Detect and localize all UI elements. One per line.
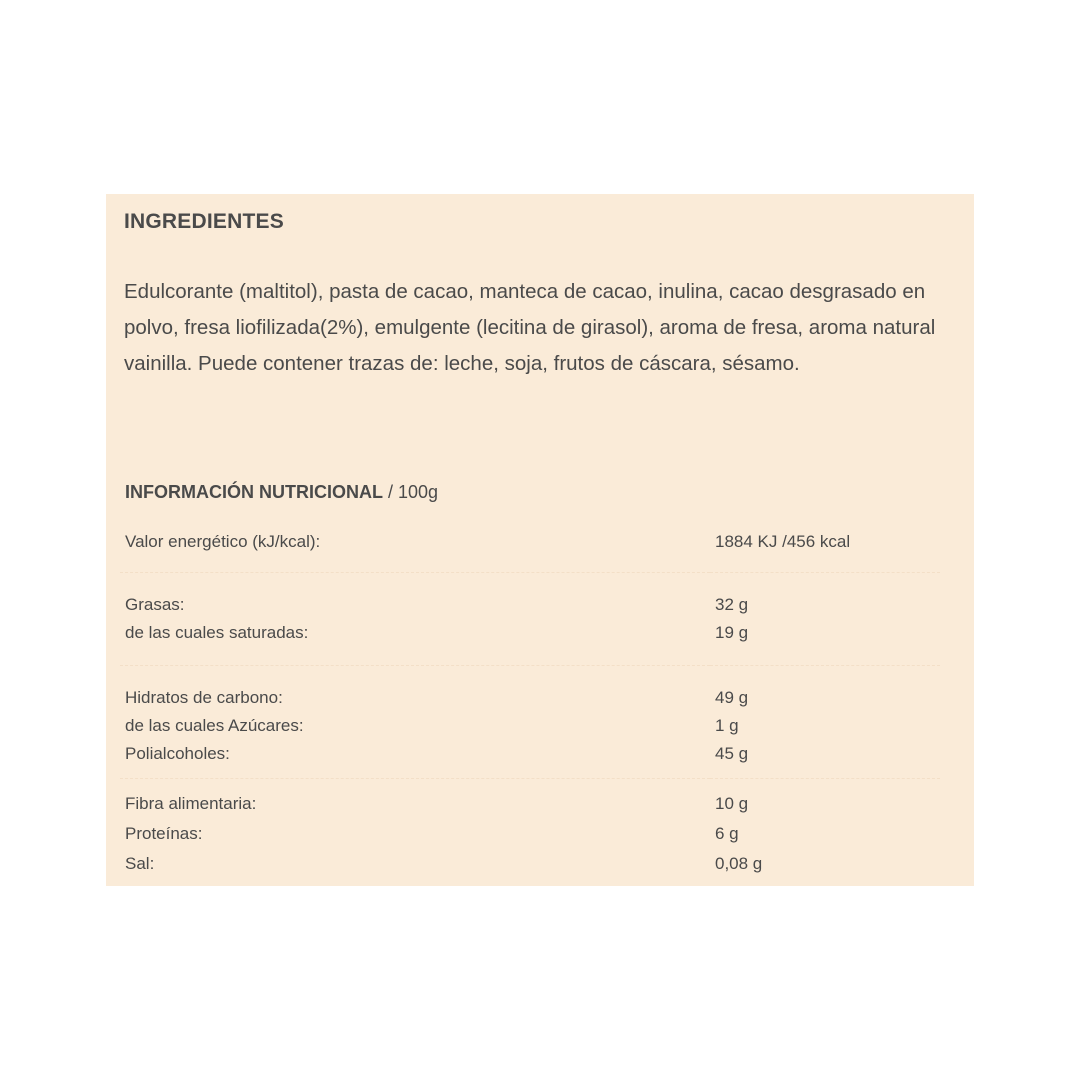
nutrition-labels xyxy=(120,779,710,894)
product-info-panel xyxy=(106,194,974,886)
nutrition-value: 10 g xyxy=(715,794,749,813)
nutrition-group-fats xyxy=(120,573,940,666)
nutrition-label: Hidratos de carbono: xyxy=(125,688,283,707)
nutrition-values xyxy=(710,573,940,666)
nutrition-value: 32 g xyxy=(715,595,749,614)
ingredients-title: INGREDIENTES xyxy=(124,210,284,233)
nutrition-table xyxy=(120,512,940,893)
nutrition-title-main: INFORMACIÓN NUTRICIONAL xyxy=(125,482,383,502)
nutrition-label: Polialcoholes: xyxy=(125,744,230,763)
nutrition-labels xyxy=(120,512,710,573)
nutrition-label: de las cuales Azúcares: xyxy=(125,716,304,735)
nutrition-value: 0,08 g xyxy=(715,854,763,873)
nutrition-label: Sal: xyxy=(125,854,155,873)
nutrition-values xyxy=(710,779,940,894)
nutrition-group-energy xyxy=(120,512,940,573)
nutrition-label: Valor energético (kJ/kcal): xyxy=(125,532,321,551)
nutrition-group-other xyxy=(120,779,940,894)
nutrition-values xyxy=(710,666,940,779)
nutrition-group-carbs xyxy=(120,666,940,779)
nutrition-label: Grasas: xyxy=(125,595,185,614)
ingredients-text: Edulcorante (maltitol), pasta de cacao, manteca de cacao, inulina, cacao desgrasado en polvo, fresa liofilizada(2%), emulgente (lecitina de girasol), aroma de fresa, aroma natural vainilla. Puede contener trazas de: leche, soja, frutos de cáscara, sésamo. xyxy=(124,280,936,375)
nutrition-value: 1884 KJ /456 kcal xyxy=(715,532,851,551)
nutrition-value: 6 g xyxy=(715,824,739,843)
nutrition-values xyxy=(710,512,940,573)
nutrition-labels xyxy=(120,666,710,779)
nutrition-value: 49 g xyxy=(715,688,749,707)
nutrition-label: de las cuales saturadas: xyxy=(125,623,309,642)
nutrition-title xyxy=(125,482,438,503)
nutrition-labels xyxy=(120,573,710,666)
nutrition-title-per: / 100g xyxy=(382,482,439,502)
nutrition-value: 1 g xyxy=(715,716,739,735)
nutrition-label: Proteínas: xyxy=(125,824,203,843)
nutrition-value: 19 g xyxy=(715,623,749,642)
nutrition-value: 45 g xyxy=(715,744,749,763)
nutrition-label: Fibra alimentaria: xyxy=(125,794,257,813)
